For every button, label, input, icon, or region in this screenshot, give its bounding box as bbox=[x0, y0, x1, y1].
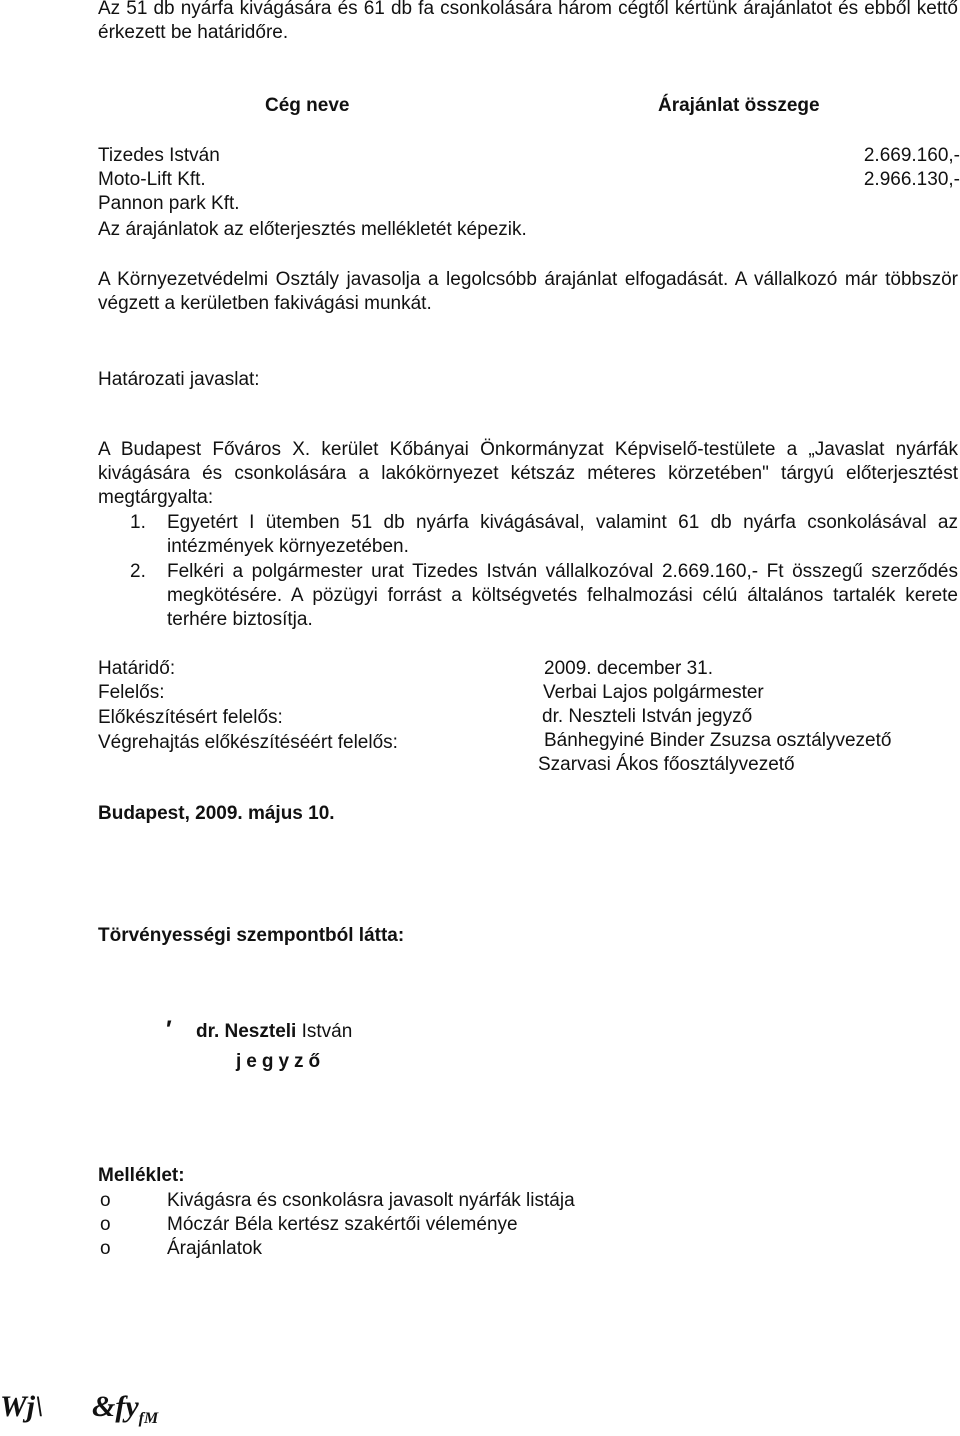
resolution-body: A Budapest Főváros X. kerület Kőbányai Önkormányzat Képviselő-testülete a „Javaslat nyárfák kivágására és csonkolására a lakókörnyezet kétszáz méteres körzetében" tárgyú előterjesztést megtárgyalta: bbox=[98, 439, 958, 508]
intro-paragraph: Az 51 db nyárfa kivágására és 61 db fa csonkolására három cégtől kértünk árajánlatot és ebből kettő érkezett be határidőre. bbox=[98, 0, 958, 43]
resolution-item-text: Felkéri a polgármester urat Tizedes István vállalkozóval 2.669.160,- Ft összegű szerződés megkötésére. A pözügyi forrást a költségvetés felhalmozási célú általános tartalék kerete terhére biztosítja. bbox=[167, 561, 958, 630]
resolution-item-number: 2. bbox=[130, 561, 146, 582]
recommendation-paragraph: A Környezetvédelmi Osztály javasolja a legolcsóbb árajánlat elfogadását. A vállalkozó már többször végzett a kerületben fakivágási munkát. bbox=[98, 269, 958, 314]
footer-scribble-sub: fM bbox=[138, 1410, 159, 1427]
deadline-label: Határidő: bbox=[98, 658, 176, 679]
list-item: Móczár Béla kertész szakértői véleménye bbox=[167, 1214, 518, 1235]
footer-scribble-main: &fy bbox=[92, 1390, 139, 1423]
deadline-value: 2009. december 31. bbox=[544, 658, 714, 679]
prep-value: dr. Neszteli István jegyző bbox=[542, 706, 753, 727]
resolution-item-text: Egyetért I ütemben 51 db nyárfa kivágásával, valamint 61 db nyárfa csonkolásával az intézmények környezetében. bbox=[167, 512, 958, 557]
offer-company: Tizedes István bbox=[98, 145, 220, 166]
responsible-value: Verbai Lajos polgármester bbox=[543, 682, 764, 703]
resolution-item-number: 1. bbox=[130, 512, 146, 533]
signature-name-rest: István bbox=[296, 1021, 353, 1042]
resolution-heading: Határozati javaslat: bbox=[98, 369, 260, 390]
offers-header-amount: Árajánlat összege bbox=[658, 95, 820, 116]
place-date: Budapest, 2009. május 10. bbox=[98, 803, 335, 824]
legal-check-label: Törvényességi szempontból látta: bbox=[98, 925, 405, 946]
exec-label: Végrehajtás előkészítéséért felelős: bbox=[98, 732, 398, 753]
appendix-heading: Melléklet: bbox=[98, 1165, 185, 1186]
responsible-label: Felelős: bbox=[98, 682, 165, 703]
signature-name bbox=[196, 1020, 352, 1044]
exec-value: Szarvasi Ákos főosztályvezető bbox=[538, 754, 795, 775]
signature-mark: ′ bbox=[166, 1016, 172, 1043]
footer-scribble-right bbox=[92, 1390, 158, 1436]
list-item: Kivágásra és csonkolásra javasolt nyárfák listája bbox=[167, 1190, 575, 1211]
signature-name-bold: dr. Neszteli bbox=[196, 1021, 297, 1042]
offer-amount: 2.669.160,- bbox=[863, 145, 960, 166]
list-bullet: o bbox=[100, 1190, 111, 1211]
list-item: Árajánlatok bbox=[167, 1238, 263, 1259]
attachments-note: Az árajánlatok az előterjesztés mellékletét képezik. bbox=[98, 219, 527, 240]
prep-label: Előkészítésért felelős: bbox=[98, 707, 283, 728]
signature-title: jegyző bbox=[236, 1051, 326, 1072]
exec-value: Bánhegyiné Binder Zsuzsa osztályvezető bbox=[544, 730, 892, 751]
footer-scribble-left: Wj\ bbox=[0, 1390, 44, 1423]
offers-header-company: Cég neve bbox=[265, 95, 350, 116]
offer-company: Moto-Lift Kft. bbox=[98, 169, 206, 190]
list-bullet: o bbox=[100, 1238, 111, 1259]
offer-company: Pannon park Kft. bbox=[98, 193, 240, 214]
list-bullet: o bbox=[100, 1214, 111, 1235]
offer-amount: 2.966.130,- bbox=[863, 169, 960, 190]
